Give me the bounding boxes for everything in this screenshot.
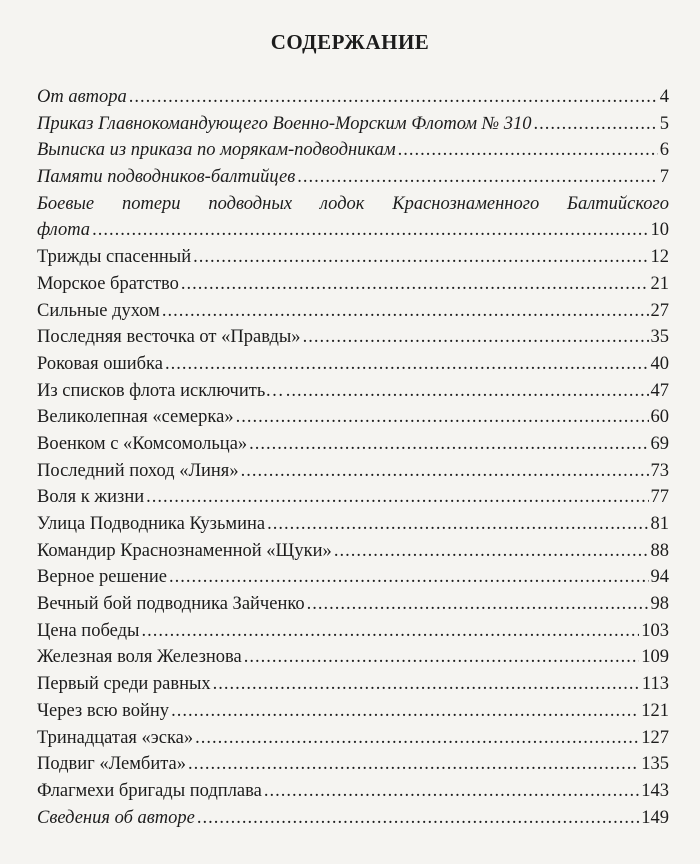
toc-entry-title: Железная воля Железнова	[37, 647, 242, 668]
toc-entry-title: От автора	[37, 87, 127, 107]
toc-entry-title: Последний поход «Линя»	[37, 460, 239, 481]
toc-entry-title: Боевые потери подводных лодок Краснознаменного Балтийского	[37, 193, 669, 214]
toc-page-number: 77	[650, 487, 669, 508]
toc-page-number: 40	[650, 353, 669, 374]
toc-entry	[37, 725, 669, 752]
dot-leader	[286, 378, 649, 405]
toc-entry-title: Памяти подводников-балтийцев	[37, 167, 296, 188]
toc-page-number: 121	[641, 700, 669, 721]
toc-page-number: 109	[641, 647, 669, 668]
toc-entry	[37, 511, 669, 538]
toc-entry-title: Подвиг «Лембита»	[37, 754, 187, 775]
dot-leader	[162, 298, 649, 325]
toc-entry	[37, 778, 669, 805]
dot-leader	[297, 164, 657, 191]
toc-page-number: 27	[650, 300, 669, 321]
toc-entry-title: Морское братство	[37, 273, 179, 294]
dot-leader	[236, 404, 649, 431]
dot-leader	[303, 324, 649, 351]
toc-entry	[37, 191, 669, 244]
dot-leader	[141, 618, 639, 645]
toc-entry-title-continued: флота	[37, 220, 91, 241]
dot-leader	[188, 751, 639, 778]
toc-page-number: 73	[650, 460, 669, 481]
toc-page-number: 4	[659, 87, 669, 107]
toc-entry	[37, 644, 669, 671]
toc-entry-title: Первый среди равных	[37, 674, 211, 695]
toc-entry-title: Роковая ошибка	[37, 353, 163, 374]
toc-entry-title: Трижды спасенный	[37, 247, 192, 268]
toc-entry	[37, 244, 669, 271]
dot-leader	[249, 431, 648, 458]
toc-entry	[37, 298, 669, 325]
toc-entry-title: Командир Краснознаменной «Щуки»	[37, 540, 332, 561]
dot-leader	[307, 591, 649, 618]
dot-leader	[165, 351, 649, 378]
toc-page-number: 135	[641, 754, 669, 775]
table-of-contents	[37, 84, 669, 831]
toc-entry-title: Сведения об авторе	[37, 807, 195, 828]
toc-page-number: 21	[650, 273, 669, 294]
toc-entry	[37, 564, 669, 591]
toc-page-number: 7	[659, 167, 669, 188]
dot-leader	[169, 564, 649, 591]
toc-entry	[37, 271, 669, 298]
toc-entry	[37, 378, 669, 405]
toc-entry	[37, 431, 669, 458]
toc-entry-title: Военком с «Комсомольца»	[37, 433, 248, 454]
toc-entry-title: Воля к жизни	[37, 487, 145, 508]
dot-leader	[264, 778, 639, 805]
toc-entry	[37, 591, 669, 618]
toc-page-number: 6	[659, 140, 669, 161]
toc-page-number: 5	[659, 113, 669, 134]
toc-page-number: 143	[641, 780, 669, 801]
toc-page-number: 35	[650, 327, 669, 348]
dot-leader	[398, 137, 658, 164]
toc-page-number: 127	[641, 727, 669, 748]
toc-entry	[37, 137, 669, 164]
toc-entry	[37, 351, 669, 378]
toc-entry-title: Приказ Главнокомандующего Военно-Морским Флотом № 310	[37, 113, 532, 134]
toc-entry	[37, 698, 669, 725]
toc-page-number: 69	[650, 433, 669, 454]
toc-entry	[37, 458, 669, 485]
toc-entry	[37, 618, 669, 645]
dot-leader	[195, 725, 639, 752]
dot-leader	[129, 84, 658, 111]
toc-entry-title: Вечный бой подводника Зайченко	[37, 594, 305, 615]
toc-entry	[37, 805, 669, 832]
toc-page-number: 60	[650, 407, 669, 428]
toc-page-number: 103	[641, 620, 669, 641]
toc-page-number: 12	[650, 247, 669, 268]
toc-entry	[37, 484, 669, 511]
toc-page-number: 98	[650, 594, 669, 615]
dot-leader	[181, 271, 649, 298]
toc-entry	[37, 404, 669, 431]
toc-entry-title: Выписка из приказа по морякам-подводникам	[37, 140, 396, 161]
page-title: СОДЕРЖАНИЕ	[270, 30, 430, 54]
toc-page-number: 47	[650, 380, 669, 401]
toc-page-number: 81	[650, 514, 669, 534]
dot-leader	[241, 458, 649, 485]
toc-entry	[37, 671, 669, 698]
dot-leader	[146, 484, 648, 511]
toc-entry-title: Через всю войну	[37, 700, 170, 721]
toc-entry-title: Верное решение	[37, 567, 167, 588]
toc-entry-title: Тринадцатая «эска»	[37, 727, 194, 748]
toc-entry-title: Флагмехи бригады подплава	[37, 780, 262, 801]
toc-entry-title: Цена победы	[37, 620, 140, 641]
toc-entry	[37, 324, 669, 351]
dot-leader	[334, 538, 649, 565]
dot-leader	[193, 244, 648, 271]
toc-page-number: 94	[650, 567, 669, 588]
toc-entry-title: Великолепная «семерка»	[37, 407, 234, 428]
toc-entry-title: Последняя весточка от «Правды»	[37, 327, 301, 348]
toc-entry-title: Из списков флота исключить…	[37, 380, 284, 401]
dot-leader	[171, 698, 639, 725]
dot-leader	[213, 671, 640, 698]
toc-entry-title: Улица Подводника Кузьмина	[37, 514, 266, 534]
dot-leader	[534, 111, 658, 138]
toc-entry	[37, 111, 669, 138]
dot-leader	[92, 217, 648, 244]
toc-page-number: 113	[641, 674, 669, 695]
dot-leader	[197, 805, 639, 832]
toc-page-number: 10	[650, 220, 669, 241]
dot-leader	[267, 511, 648, 538]
toc-page-number: 88	[650, 540, 669, 561]
toc-page-number: 149	[641, 807, 669, 828]
toc-entry-title: Сильные духом	[37, 300, 160, 321]
toc-entry	[37, 164, 669, 191]
toc-entry	[37, 538, 669, 565]
toc-entry	[37, 751, 669, 778]
dot-leader	[244, 644, 640, 671]
toc-entry	[37, 84, 669, 111]
